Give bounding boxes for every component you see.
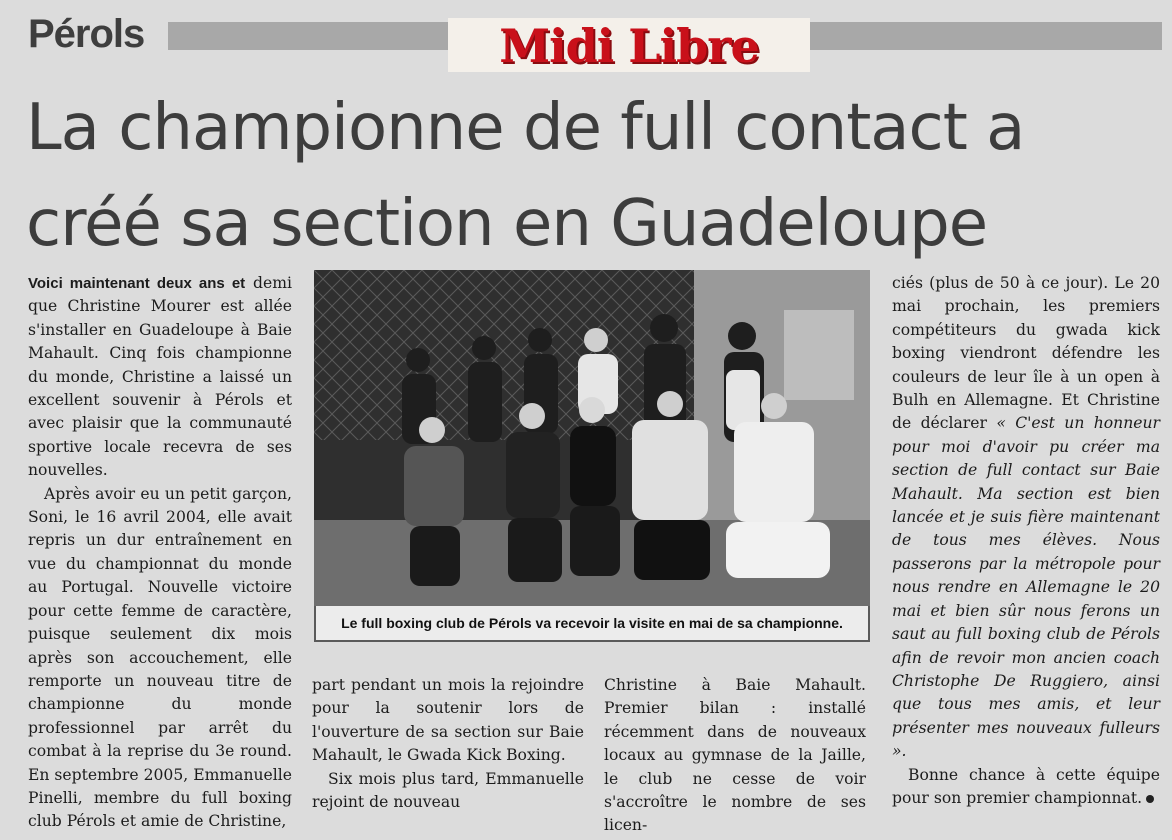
article-column-4 [892, 272, 1160, 810]
column-2-para-1: part pendant un mois la rejoindre pour la soutenir lors de l'ouverture de sa section sur Baie Mahault, le Gwada Kick Boxing. [312, 676, 584, 765]
photo-caption: Le full boxing club de Pérols va recevoir la visite en mai de sa championne. [314, 606, 870, 642]
lead-in: Voici maintenant deux ans et [28, 275, 246, 292]
closing-text: Bonne chance à cette équipe pour son premier championnat. [892, 765, 1160, 807]
article-column-1 [28, 272, 292, 834]
column-1-para-2: Après avoir eu un petit garçon, Soni, le 16 avril 2004, elle avait repris un dur entraînement en vue du championnat du monde au Portugal. Nouvelle victoire pour cette femme de caractère, puisque seulement dix mois après son accouchement, elle remporte un nouveau titre de championne du monde professionnel par arrêt du combat à la reprise du 3e round. En septembre 2005, Emmanuelle Pinelli, membre du full boxing club Pérols et amie de Christine, [28, 484, 292, 831]
column-1-para-1-text: demi que Christine Mourer est allée s'installer en Guadeloupe à Baie Mahault. Cinq fois championne du monde, Christine a laissé un excellent souvenir à Pérols et avec plaisir que la communauté sportive locale recevra de ses nouvelles. [28, 274, 292, 480]
column-4-para-2 [892, 764, 1160, 811]
article-photo [314, 270, 870, 606]
article-headline: La championne de full contact a créé sa section en Guadeloupe [26, 91, 1025, 261]
newspaper-logo: Midi Libre [448, 18, 810, 72]
end-bullet-icon [1146, 795, 1154, 803]
rubric-title: Pérols [28, 12, 145, 56]
column-1-para-1 [28, 272, 292, 483]
column-4-text: ciés (plus de 50 à ce jour). Le 20 mai prochain, les premiers compétiteurs du gwada kick boxing viendront défendre les couleurs de leur île à un open à Bulh en Allemagne. Et Christine de déclarer [892, 274, 1160, 433]
article-column-3 [604, 674, 866, 838]
column-3-para-1: Christine à Baie Mahault. Premier bilan : installé récemment dans de nouveaux locaux au gymnase de la Jaille, le club ne cesse de voir s'accroître le nombre de ses licen- [604, 676, 866, 835]
column-2-para-2: Six mois plus tard, Emmanuelle rejoint de nouveau [312, 769, 584, 812]
article-column-2 [312, 674, 584, 814]
column-4-para-1 [892, 272, 1160, 764]
team-photo-image [314, 270, 870, 606]
quote-text: « C'est un honneur pour moi d'avoir pu créer ma section de full contact sur Baie Mahault. Ma section est bien lancée et je suis fière maintenant de tous mes élèves. Nous passerons par la métropole pour nous rendre en Allemagne le 20 mai et bien sûr nous ferons un saut au full boxing club de Pérols afin de revoir mon ancien coach Christophe De Ruggiero, ainsi que tous mes amis, et leur présenter mes nouveaux fulleurs ». [892, 414, 1160, 761]
